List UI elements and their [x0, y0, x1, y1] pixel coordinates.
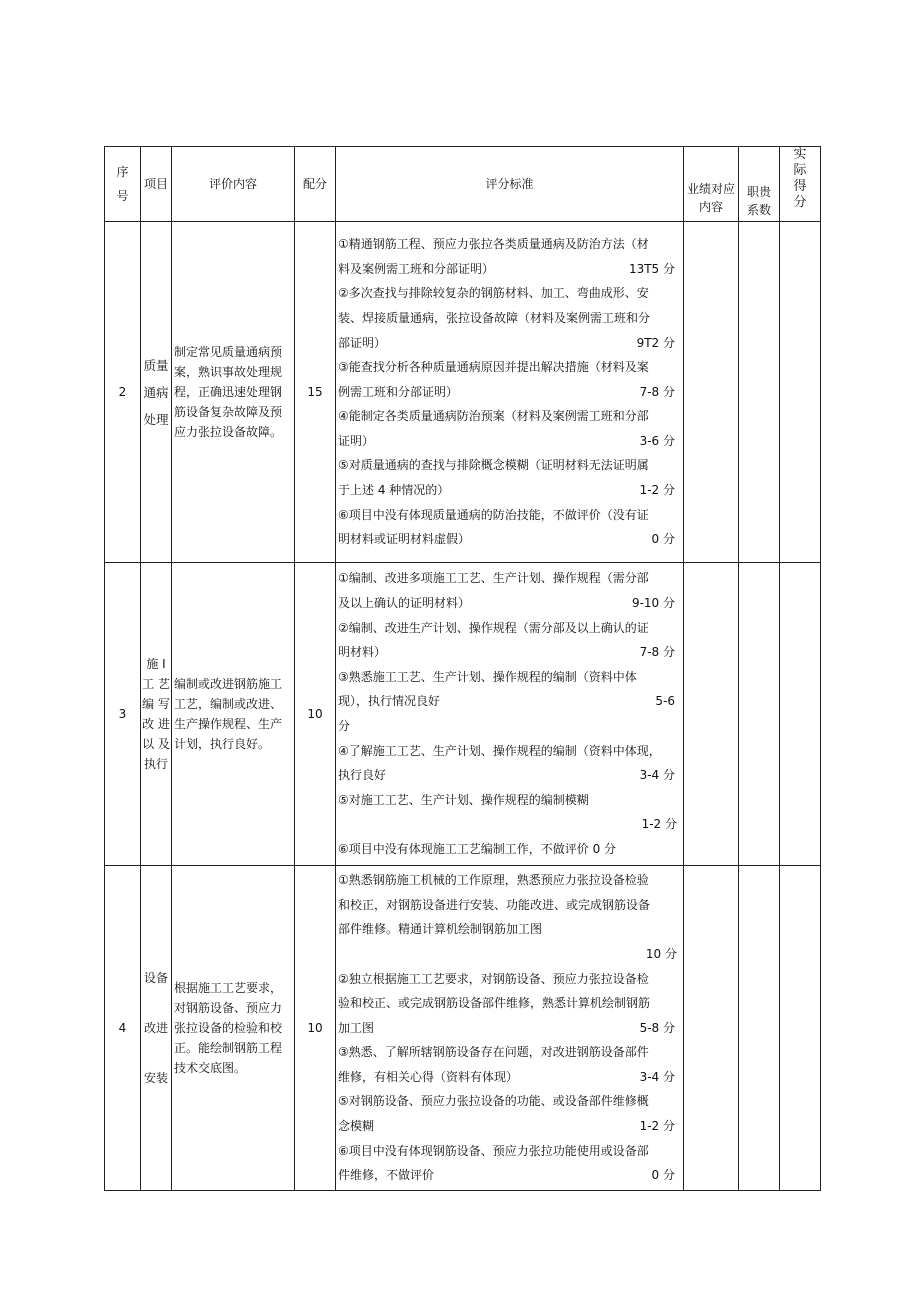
- criteria-line: 明材料） 7-8 分: [338, 645, 675, 660]
- criteria-line: ①熟悉钢筋施工机械的工作原理，熟悉预应力张拉设备检验: [338, 873, 649, 888]
- row-actual-score: [780, 563, 821, 866]
- criteria-line: 料及案例需工班和分部证明） 13T5 分: [338, 261, 675, 276]
- row-content: 根据施工工艺要求，对钢筋设备、预应力张拉设备的检验和校正。能绘制钢筋工程技术交底图。: [172, 866, 295, 1191]
- row-performance: [684, 563, 739, 866]
- criteria-line: ④了解施工工艺、生产计划、操作规程的编制（资料中体现，: [338, 743, 661, 758]
- criteria-line: 1-2 分: [641, 817, 677, 832]
- project-line: 执行: [143, 757, 168, 771]
- row-content: 制定常见质量通病预案，熟识事故处理规程，正确迅速处理钢筋设备复杂故障及预应力张拉设备故障。: [172, 222, 295, 563]
- table-row: [105, 866, 821, 1191]
- project-line: 施 I: [146, 657, 166, 671]
- criteria-line: 例需工班和分部证明） 7-8 分: [338, 384, 675, 399]
- header-seq: 序号: [105, 147, 141, 222]
- criteria-line: 分: [338, 719, 351, 733]
- criteria-line: ⑤对质量通病的查找与排除概念模糊（证明材料无法证明属: [338, 458, 649, 473]
- criteria-line: 维修，有相关心得（资料有体现） 3-4 分: [338, 1069, 675, 1084]
- header-performance: 业绩对应内容: [684, 147, 739, 222]
- criteria-line: ②编制、改进生产计划、操作规程（需分部及以上确认的证: [338, 620, 649, 635]
- row-project: 质量通病处理: [141, 222, 172, 563]
- project-line: 工 艺: [142, 677, 170, 691]
- criteria-line: 及以上确认的证明材料） 9-10 分: [338, 596, 675, 611]
- criteria-line: 装、焊接质量通病，张拉设备故障（材料及案例需工班和分: [338, 310, 651, 325]
- row-performance: [684, 866, 739, 1191]
- header-criteria: 评分标准: [336, 147, 684, 222]
- project-line: 安装: [143, 1071, 168, 1085]
- criteria-line: ⑤对钢筋设备、预应力张拉设备的功能、或设备部件维修概: [338, 1094, 649, 1109]
- criteria-line: ⑥项目中没有体现钢筋设备、预应力张拉功能使用或设备部: [338, 1143, 649, 1158]
- project-line: 以 及: [142, 737, 170, 751]
- criteria-line: ①精通钢筋工程、预应力张拉各类质量通病及防治方法（材: [338, 237, 649, 252]
- header-content: 评价内容: [172, 147, 295, 222]
- header-row: [105, 147, 821, 222]
- criteria-line: ③熟悉施工工艺、生产计划、操作规程的编制（资料中体: [338, 669, 637, 684]
- criteria-line: 和校正，对钢筋设备进行安装、功能改进、或完成钢筋设备: [338, 897, 651, 912]
- row-coefficient: [739, 866, 780, 1191]
- row-content: 编制或改进钢筋施工工艺，编制或改进、生产操作规程、生产计划，执行良好。: [172, 563, 295, 866]
- criteria-line: 10 分: [645, 946, 677, 961]
- table-row: [105, 563, 821, 866]
- row-criteria: [336, 866, 684, 1191]
- criteria-line: 加工图 5-8 分: [338, 1020, 675, 1035]
- criteria-line: 执行良好 3-4 分: [338, 768, 675, 783]
- header-coefficient: 职贵系数: [739, 147, 780, 222]
- row-coefficient: [739, 222, 780, 563]
- project-line: 改进: [143, 1021, 168, 1035]
- row-actual-score: [780, 222, 821, 563]
- row-score: 15: [295, 222, 336, 563]
- row-coefficient: [739, 563, 780, 866]
- criteria-line: 件维修，不做评价 0 分: [338, 1168, 675, 1183]
- project-line: 改 进: [142, 717, 170, 731]
- criteria-line: ②多次查找与排除较复杂的钢筋材料、加工、弯曲成形、安: [338, 286, 649, 301]
- evaluation-table: [104, 146, 821, 1191]
- row-criteria: [336, 222, 684, 563]
- criteria-line: ④能制定各类质量通病防治预案（材料及案例需工班和分部: [338, 409, 649, 424]
- row-project: [141, 563, 172, 866]
- criteria-line: 部件维修。精通计算机绘制钢筋加工图: [338, 922, 543, 937]
- row-project: [141, 866, 172, 1191]
- criteria-line: 验和校正、或完成钢筋设备部件维修，熟悉计算机绘制钢筋: [338, 996, 651, 1011]
- header-actual: 实际得分: [780, 147, 821, 222]
- row-score: 10: [295, 563, 336, 866]
- row-number: 4: [105, 866, 141, 1191]
- criteria-line: ③能查找分析各种质量通病原因并提出解决措施（材料及案: [338, 360, 649, 375]
- header-project: 项目: [141, 147, 172, 222]
- criteria-line: ①编制、改进多项施工工艺、生产计划、操作规程（需分部: [338, 571, 649, 586]
- header-score: 配分: [295, 147, 336, 222]
- table-row: [105, 222, 821, 563]
- criteria-line: ⑥项目中没有体现质量通病的防治技能，不做评价（没有证: [338, 507, 649, 522]
- row-number: 2: [105, 222, 141, 563]
- criteria-line: 部证明） 9T2 分: [338, 335, 675, 350]
- criteria-line: 明材料或证明材料虚假） 0 分: [338, 532, 675, 547]
- row-score: 10: [295, 866, 336, 1191]
- criteria-line: ③熟悉、了解所辖钢筋设备存在问题，对改进钢筋设备部件: [338, 1045, 649, 1060]
- project-line: 编 写: [142, 697, 170, 711]
- row-actual-score: [780, 866, 821, 1191]
- criteria-line: 现），执行情况良好 5-6: [338, 694, 675, 709]
- criteria-line: ②独立根据施工工艺要求，对钢筋设备、预应力张拉设备检: [338, 971, 649, 986]
- criteria-line: 证明） 3-6 分: [338, 433, 675, 448]
- row-number: 3: [105, 563, 141, 866]
- criteria-line: 念模糊 1-2 分: [338, 1119, 675, 1134]
- criteria-line: 于上述 4 种情况的） 1-2 分: [338, 483, 675, 498]
- row-criteria: [336, 563, 684, 866]
- row-performance: [684, 222, 739, 563]
- criteria-line: ⑥项目中没有体现施工工艺编制工作，不做评价 0 分: [338, 841, 617, 856]
- criteria-line: ⑤对施工工艺、生产计划、操作规程的编制模糊: [338, 792, 589, 807]
- project-line: 设备: [143, 971, 168, 985]
